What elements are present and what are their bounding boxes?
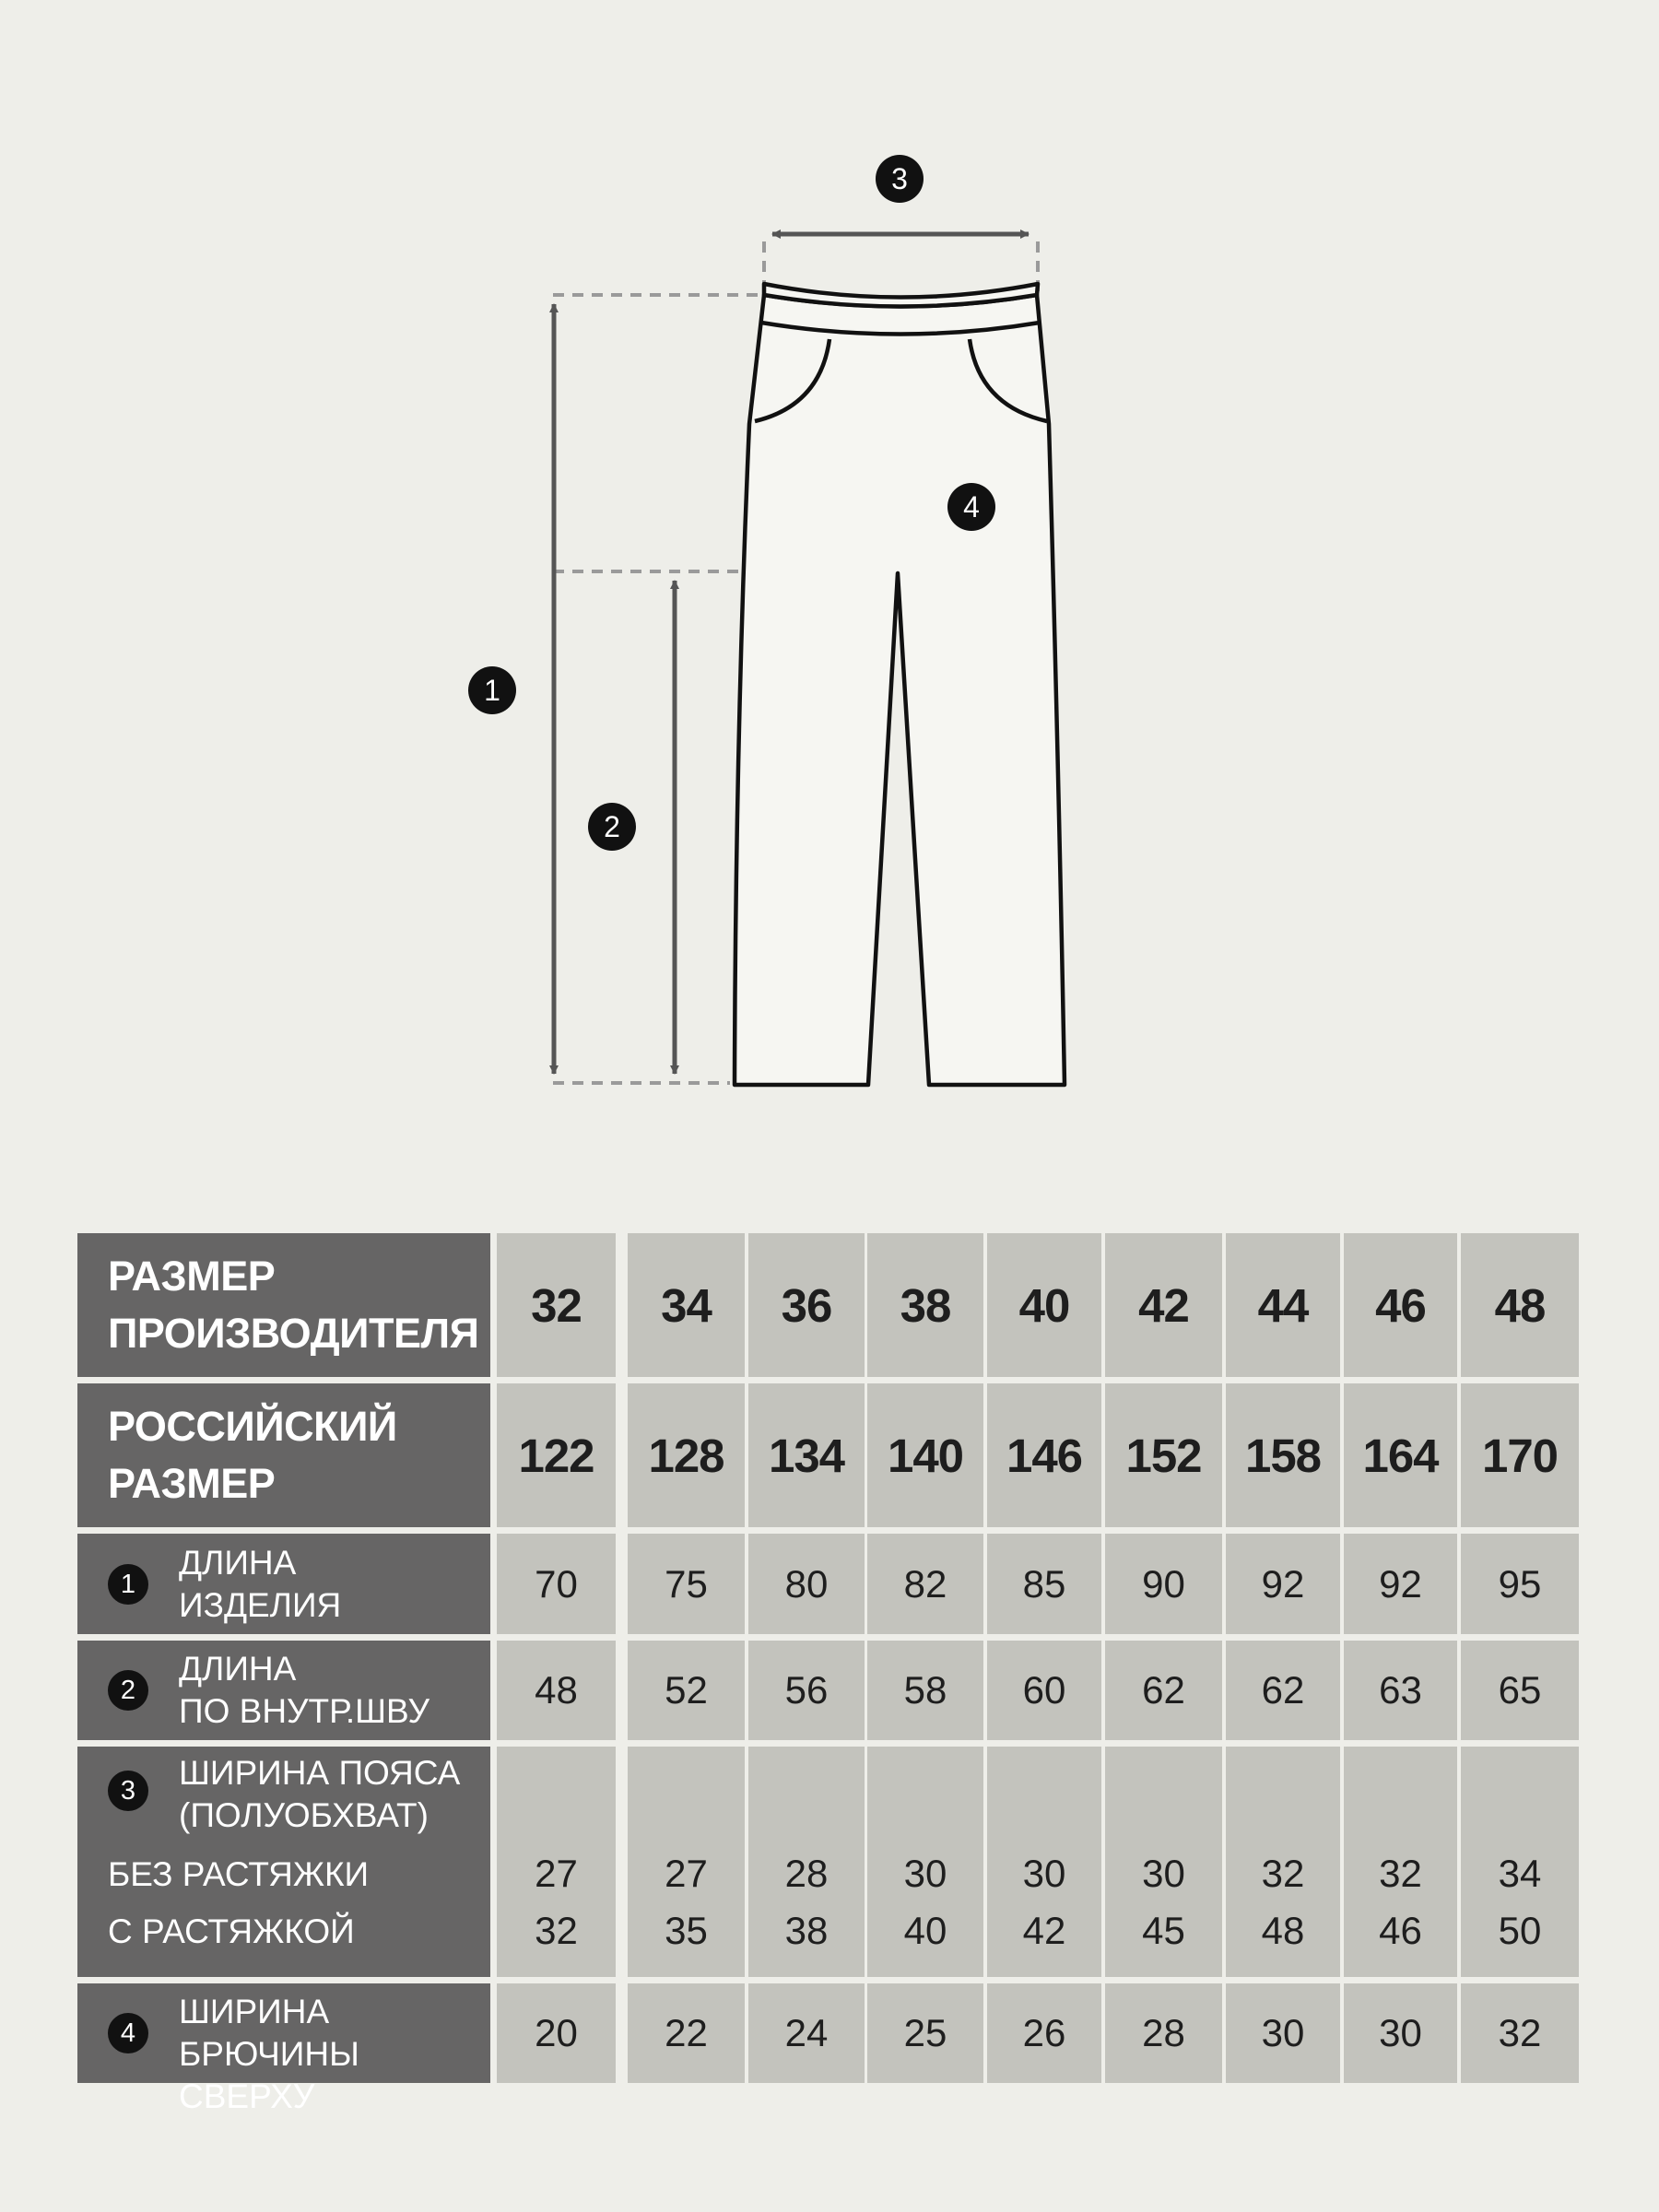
manufacturer-row-cell bbox=[1226, 1233, 1340, 1377]
waist-no-stretch-value: 30 bbox=[903, 1852, 947, 1895]
manufacturer-row-cell bbox=[867, 1233, 983, 1377]
russian-row-cell bbox=[1461, 1383, 1579, 1527]
marker-3 bbox=[876, 155, 924, 203]
inseam-row-cell bbox=[748, 1641, 865, 1740]
inseam-row-cell bbox=[1226, 1641, 1340, 1740]
waist-no-stretch-value: 28 bbox=[784, 1852, 829, 1895]
waist-stretched-value: 40 bbox=[903, 1909, 947, 1952]
leg-row-cell bbox=[1461, 1983, 1579, 2083]
leg-row-value: 20 bbox=[535, 2011, 578, 2054]
leg-row-cell bbox=[628, 1983, 745, 2083]
waist-row-cell bbox=[748, 1747, 865, 1977]
length-row-value: 95 bbox=[1498, 1561, 1542, 1606]
leg-row-cell bbox=[987, 1983, 1101, 2083]
length-row-value: 85 bbox=[1022, 1561, 1066, 1606]
manufacturer-row-value: 34 bbox=[661, 1278, 712, 1332]
waist-stretched-value: 38 bbox=[784, 1909, 829, 1952]
russian-row-cell bbox=[1344, 1383, 1457, 1527]
length-row-cell bbox=[1344, 1534, 1457, 1634]
marker-3-label: 3 bbox=[891, 162, 908, 195]
length-row-label: ДЛИНА ИЗДЕЛИЯ bbox=[179, 1544, 342, 1624]
leg-row-value: 30 bbox=[1379, 2011, 1422, 2054]
leg-row-marker-icon: 4 bbox=[108, 2013, 148, 2053]
manufacturer-row-value: 38 bbox=[900, 1278, 951, 1332]
inseam-row-cell bbox=[628, 1641, 745, 1740]
leg-row-value: 24 bbox=[784, 2011, 829, 2054]
inseam-row-value: 52 bbox=[665, 1668, 708, 1712]
waist-no-stretch-value: 27 bbox=[535, 1852, 578, 1895]
waist-row-cell bbox=[1461, 1747, 1579, 1977]
length-row-value: 90 bbox=[1142, 1561, 1185, 1606]
length-row-cell bbox=[1461, 1534, 1579, 1634]
inseam-row-cell bbox=[867, 1641, 983, 1740]
waist-row-cell bbox=[1226, 1747, 1340, 1977]
marker-1 bbox=[468, 666, 516, 714]
manufacturer-row-value: 32 bbox=[531, 1278, 582, 1332]
leg-row-value: 25 bbox=[903, 2011, 947, 2054]
inseam-row-label-cell bbox=[77, 1641, 490, 1740]
manufacturer-row-value: 36 bbox=[781, 1278, 832, 1332]
leg-row-label-cell bbox=[77, 1983, 490, 2115]
manufacturer-row-title: РАЗМЕР ПРОИЗВОДИТЕЛЯ bbox=[108, 1253, 479, 1357]
pants-outline bbox=[735, 284, 1065, 1085]
inseam-row-value: 62 bbox=[1142, 1668, 1185, 1712]
leg-row-cell bbox=[1344, 1983, 1457, 2083]
manufacturer-row-value: 48 bbox=[1494, 1278, 1546, 1332]
manufacturer-row-cell bbox=[1461, 1233, 1579, 1377]
waist-no-stretch-value: 27 bbox=[665, 1852, 708, 1895]
inseam-row-value: 58 bbox=[903, 1668, 947, 1712]
waist-row-cell bbox=[1105, 1747, 1222, 1977]
russian-row-value: 128 bbox=[648, 1429, 724, 1482]
russian-row-value: 146 bbox=[1006, 1429, 1083, 1482]
inseam-row-value: 56 bbox=[784, 1668, 829, 1712]
waist-no-stretch-value: 32 bbox=[1379, 1852, 1422, 1895]
inseam-row-label: ДЛИНА ПО ВНУТР.ШВУ bbox=[179, 1650, 429, 1730]
russian-row-label-cell bbox=[77, 1383, 490, 1527]
waist-row-cell bbox=[867, 1747, 983, 1977]
waist-stretched-label: С РАСТЯЖКОЙ bbox=[108, 1912, 355, 1950]
manufacturer-row-cell bbox=[987, 1233, 1101, 1377]
waist-stretched-value: 50 bbox=[1498, 1909, 1542, 1952]
waist-no-stretch-label: БЕЗ РАСТЯЖКИ bbox=[108, 1855, 370, 1893]
russian-row-cell bbox=[867, 1383, 983, 1527]
waist-stretched-value: 48 bbox=[1261, 1909, 1305, 1952]
manufacturer-row-cell bbox=[1105, 1233, 1222, 1377]
length-row-value: 75 bbox=[665, 1561, 708, 1606]
leg-row-cell bbox=[1105, 1983, 1222, 2083]
russian-row-cell bbox=[987, 1383, 1101, 1527]
inseam-row-value: 62 bbox=[1261, 1668, 1305, 1712]
length-row-cell bbox=[628, 1534, 745, 1634]
length-row-cell bbox=[987, 1534, 1101, 1634]
inseam-row-value: 65 bbox=[1498, 1668, 1542, 1712]
length-row-cell bbox=[497, 1534, 616, 1634]
russian-row-title: РОССИЙСКИЙ РАЗМЕР bbox=[108, 1403, 397, 1507]
manufacturer-row-cell bbox=[497, 1233, 616, 1377]
leg-row-value: 22 bbox=[665, 2011, 708, 2054]
waist-no-stretch-value: 30 bbox=[1142, 1852, 1185, 1895]
waist-row-marker-icon: 3 bbox=[108, 1771, 148, 1811]
waist-stretched-value: 45 bbox=[1142, 1909, 1185, 1952]
length-row-cell bbox=[1226, 1534, 1340, 1634]
russian-row-value: 140 bbox=[887, 1429, 964, 1482]
pants-body bbox=[735, 295, 1065, 1085]
length-row-value: 92 bbox=[1261, 1561, 1305, 1606]
leg-row-cell bbox=[497, 1983, 616, 2083]
length-row-label-cell bbox=[77, 1534, 490, 1634]
waist-row-label-cell bbox=[77, 1747, 490, 1977]
russian-row-cell bbox=[1226, 1383, 1340, 1527]
leg-row-label: ШИРИНА БРЮЧИНЫ СВЕРХУ bbox=[179, 1993, 359, 2115]
marker-2 bbox=[588, 803, 636, 851]
russian-row-cell bbox=[628, 1383, 745, 1527]
waist-no-stretch-value: 34 bbox=[1498, 1852, 1542, 1895]
waist-stretched-value: 32 bbox=[535, 1909, 578, 1952]
inseam-row-cell bbox=[987, 1641, 1101, 1740]
leg-row-cell bbox=[748, 1983, 865, 2083]
inseam-row-cell bbox=[497, 1641, 616, 1740]
marker-4 bbox=[947, 483, 995, 531]
inseam-row-value: 48 bbox=[535, 1668, 578, 1712]
length-row-marker-icon: 1 bbox=[108, 1564, 148, 1605]
inseam-row-marker-icon: 2 bbox=[108, 1670, 148, 1711]
length-row-value: 82 bbox=[903, 1561, 947, 1606]
length-row-value: 92 bbox=[1379, 1561, 1422, 1606]
russian-row-cell bbox=[1105, 1383, 1222, 1527]
manufacturer-row-cell bbox=[1344, 1233, 1457, 1377]
waist-no-stretch-value: 30 bbox=[1022, 1852, 1066, 1895]
inseam-row-cell bbox=[1461, 1641, 1579, 1740]
leg-row-value: 30 bbox=[1261, 2011, 1305, 2054]
waist-stretched-value: 42 bbox=[1022, 1909, 1066, 1952]
russian-row-cell bbox=[497, 1383, 616, 1527]
waist-row-cell bbox=[497, 1747, 616, 1977]
leg-row-value: 26 bbox=[1022, 2011, 1066, 2054]
manufacturer-row-value: 46 bbox=[1375, 1278, 1426, 1332]
russian-row-value: 164 bbox=[1362, 1429, 1439, 1482]
manufacturer-row-value: 44 bbox=[1257, 1278, 1309, 1332]
waist-stretched-value: 46 bbox=[1379, 1909, 1422, 1952]
manufacturer-row-label-cell bbox=[77, 1233, 490, 1377]
russian-row-value: 152 bbox=[1125, 1429, 1202, 1482]
inseam-row-value: 63 bbox=[1379, 1668, 1422, 1712]
manufacturer-row-value: 42 bbox=[1138, 1278, 1189, 1332]
length-row-value: 80 bbox=[784, 1561, 829, 1606]
length-row-cell bbox=[867, 1534, 983, 1634]
leg-row-cell bbox=[1226, 1983, 1340, 2083]
manufacturer-row-value: 40 bbox=[1018, 1278, 1070, 1332]
length-row-cell bbox=[1105, 1534, 1222, 1634]
waist-stretched-value: 35 bbox=[665, 1909, 708, 1952]
waist-row-label: ШИРИНА ПОЯСА (ПОЛУОБХВАТ) bbox=[179, 1754, 461, 1834]
inseam-row-cell bbox=[1105, 1641, 1222, 1740]
inseam-row-value: 60 bbox=[1022, 1668, 1066, 1712]
russian-row-value: 158 bbox=[1244, 1429, 1322, 1482]
marker-4-label: 4 bbox=[963, 490, 980, 524]
waist-no-stretch-value: 32 bbox=[1261, 1852, 1305, 1895]
leg-row-value: 28 bbox=[1142, 2011, 1185, 2054]
waist-row-cell bbox=[628, 1747, 745, 1977]
russian-row-cell bbox=[748, 1383, 865, 1527]
russian-row-value: 134 bbox=[768, 1429, 845, 1482]
marker-1-label: 1 bbox=[484, 674, 500, 707]
length-row-value: 70 bbox=[535, 1561, 578, 1606]
inseam-row-cell bbox=[1344, 1641, 1457, 1740]
russian-row-value: 122 bbox=[518, 1429, 594, 1482]
size-table bbox=[77, 1233, 1579, 2115]
manufacturer-row-cell bbox=[628, 1233, 745, 1377]
waist-row-cell bbox=[987, 1747, 1101, 1977]
leg-row-cell bbox=[867, 1983, 983, 2083]
length-row-cell bbox=[748, 1534, 865, 1634]
russian-row-value: 170 bbox=[1481, 1429, 1559, 1482]
waist-row-cell bbox=[1344, 1747, 1457, 1977]
marker-2-label: 2 bbox=[604, 810, 620, 843]
leg-row-value: 32 bbox=[1498, 2011, 1542, 2054]
manufacturer-row-cell bbox=[748, 1233, 865, 1377]
